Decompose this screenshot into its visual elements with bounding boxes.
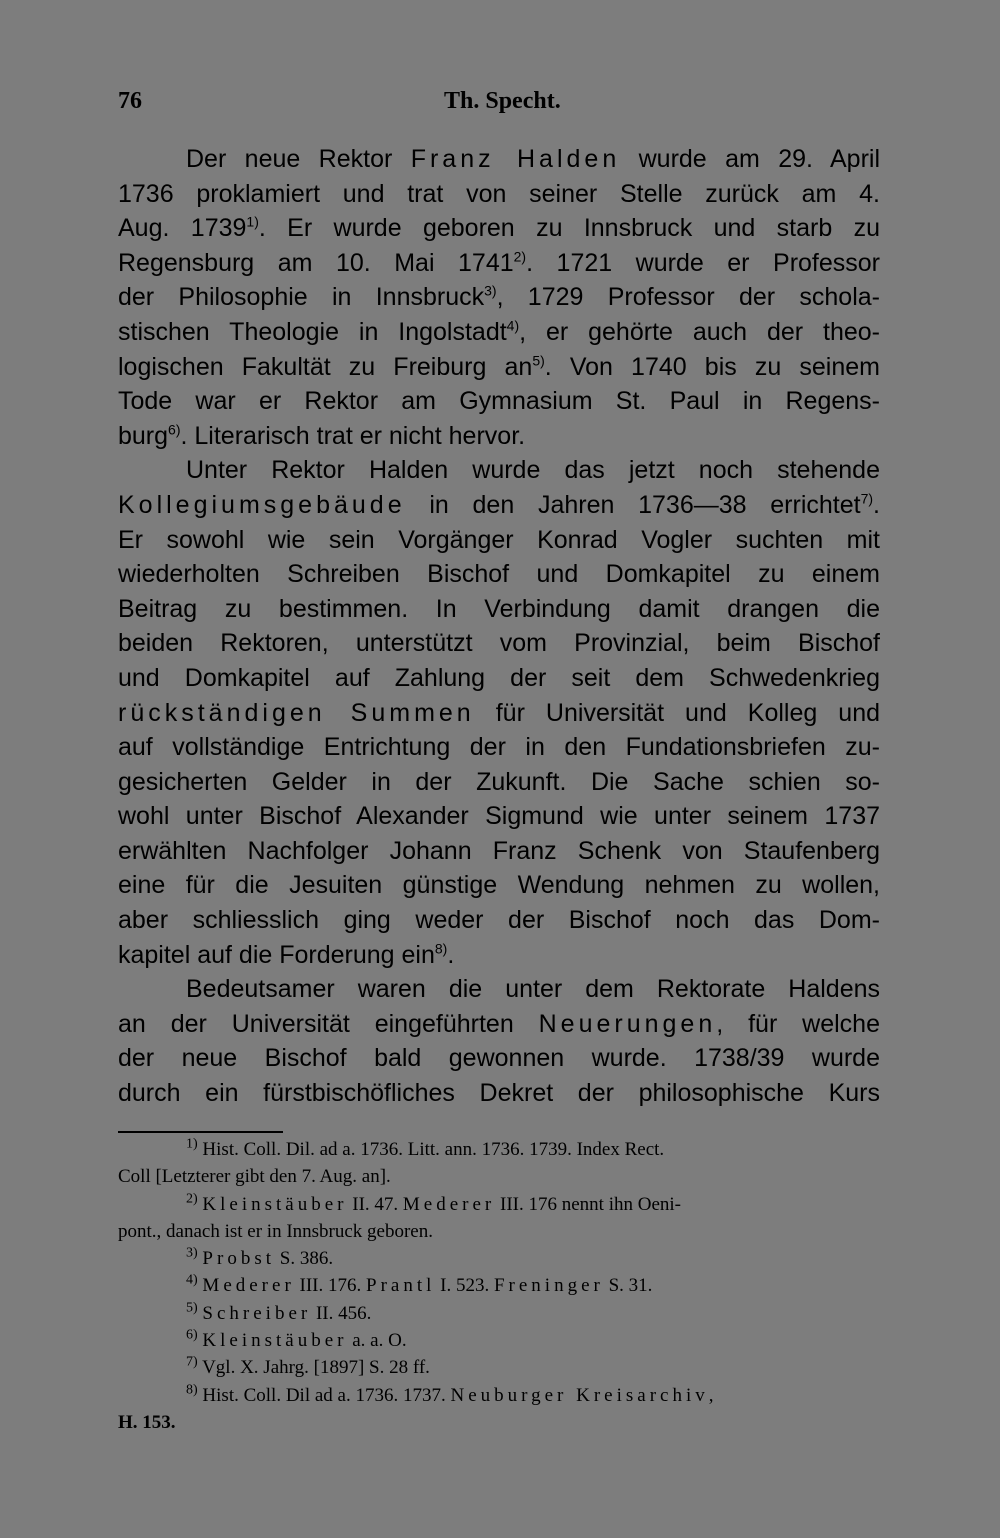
spaced-emphasis: Mederer	[402, 1193, 496, 1215]
text-run: stischen Theologie in Ingolstadt	[118, 317, 507, 346]
spaced-emphasis: Franz Halden	[410, 145, 621, 173]
spaced-emphasis: Prantl	[366, 1275, 436, 1297]
text-run: auf vollständige Entrichtung der in den Fundationsbriefen zu-	[118, 733, 880, 762]
footnote-line	[118, 1163, 880, 1190]
text-run: .	[873, 490, 880, 519]
text-run: , er gehörte auch der theo-	[519, 317, 880, 346]
body-line	[118, 557, 880, 592]
footnote-line	[118, 1327, 880, 1354]
footnotes	[118, 1136, 880, 1436]
footnote-marker: 2)	[186, 1191, 198, 1207]
text-run: 1736 proklamiert und trat von seiner Stelle zurück am 4.	[118, 179, 880, 208]
footnote-marker: 6)	[186, 1327, 198, 1343]
text-run: Der neue Rektor	[186, 145, 411, 173]
footnote-line	[118, 1382, 880, 1409]
text-run: a. a. O.	[347, 1330, 407, 1352]
body-line	[118, 1007, 880, 1042]
footnote-marker: 4)	[506, 317, 520, 334]
body-text	[118, 142, 880, 1111]
page-number: 76	[118, 88, 142, 114]
body-line	[118, 523, 880, 558]
text-run: III. 176.	[294, 1275, 367, 1297]
text-run: Er sowohl wie sein Vorgänger Konrad Vogler suchten mit	[118, 525, 880, 554]
spaced-emphasis: Kleinstäuber	[202, 1330, 348, 1352]
body-line	[118, 453, 880, 488]
body-line	[118, 280, 880, 315]
text-run: II. 47.	[347, 1193, 403, 1215]
text-run: burg	[118, 421, 169, 450]
text-run: Beitrag zu bestimmen. In Verbindung damit drangen die	[118, 594, 880, 623]
text-run: Aug. 1739	[118, 214, 247, 243]
text-run: eine für die Jesuiten günstige Wendung nehmen zu wollen,	[118, 871, 880, 900]
body-line	[118, 626, 880, 661]
text-run: für Universität und Kolleg und	[474, 698, 880, 727]
spaced-emphasis: rückständigen Summen	[118, 698, 475, 727]
text-run: Coll [Letzterer gibt den 7. Aug. an].	[118, 1166, 391, 1188]
footnote-marker: 3)	[484, 283, 497, 300]
text-run: gesicherten Gelder in der Zukunft. Die Sache schien so-	[118, 767, 880, 796]
page-header	[118, 84, 880, 120]
body-line	[118, 661, 880, 696]
spaced-emphasis: Freninger	[493, 1275, 604, 1297]
text-run: ,	[708, 1384, 714, 1406]
body-line	[118, 1076, 880, 1111]
body-line	[118, 972, 880, 1007]
text-run: und Domkapitel auf Zahlung der seit dem Schwedenkrieg	[118, 663, 880, 692]
footnote-line	[118, 1272, 880, 1299]
text-run: H. 153.	[118, 1411, 176, 1433]
spaced-emphasis: Kollegiumsgebäude	[118, 490, 406, 519]
body-line	[118, 799, 880, 834]
footnote-line	[118, 1136, 880, 1163]
footnote-marker: 8)	[434, 940, 448, 957]
text-run: . Von 1740 bis zu seinem	[544, 352, 880, 381]
text-run: der Philosophie in Innsbruck	[118, 283, 485, 312]
body-line	[118, 868, 880, 903]
text-run: S. 386.	[275, 1248, 334, 1270]
text-run: S. 31.	[603, 1275, 653, 1297]
text-run: Hist. Coll. Dil ad a. 1736. 1737.	[197, 1384, 451, 1406]
footnote-marker: 7)	[860, 490, 874, 507]
text-run: . Literarisch trat er nicht hervor.	[180, 421, 526, 450]
body-line	[118, 834, 880, 869]
footnote-line	[118, 1354, 880, 1381]
text-run: , für welche	[716, 1009, 880, 1038]
text-run: I. 523.	[435, 1275, 494, 1297]
text-run: erwählten Nachfolger Johann Franz Schenk von Staufenberg	[118, 836, 880, 865]
text-run: Bedeutsamer waren die unter dem Rektorate Haldens	[186, 975, 880, 1004]
body-line	[118, 142, 880, 177]
footnote-separator	[118, 1131, 283, 1133]
spaced-emphasis: Neuerungen	[538, 1009, 717, 1038]
body-line	[118, 903, 880, 938]
spaced-emphasis: Neuburger Kreisarchiv	[450, 1384, 709, 1406]
footnote-line	[118, 1300, 880, 1327]
body-line	[118, 211, 880, 246]
text-run: Hist. Coll. Dil. ad a. 1736. Litt. ann. 1736. 1739. Index Rect.	[197, 1139, 665, 1160]
running-head: Th. Specht.	[444, 88, 561, 114]
text-run: an der Universität eingeführten	[118, 1009, 539, 1038]
text-run: aber schliesslich ging weder der Bischof noch das Dom-	[118, 906, 880, 935]
spaced-emphasis: Probst	[202, 1248, 275, 1270]
text-run: kapitel auf die Forderung ein	[118, 940, 435, 969]
text-run: Vgl. X. Jahrg. [1897] S. 28 ff.	[197, 1357, 430, 1379]
footnote-line	[118, 1191, 880, 1218]
text-run: Tode war er Rektor am Gymnasium St. Paul in Regens-	[118, 387, 880, 416]
text-run: .	[447, 940, 455, 969]
spaced-emphasis: Kleinstäuber	[202, 1193, 348, 1215]
text-run: beiden Rektoren, unterstützt vom Provinzial, beim Bischof	[118, 629, 880, 658]
text-run: durch ein fürstbischöfliches Dekret der philosophische Kurs	[118, 1079, 880, 1108]
body-line	[118, 246, 880, 281]
footnote-marker: 8)	[186, 1382, 198, 1398]
body-line	[118, 730, 880, 765]
text-run: logischen Fakultät zu Freiburg an	[118, 352, 533, 381]
footnote-marker: 2)	[513, 248, 527, 265]
spaced-emphasis: Mederer	[202, 1275, 295, 1297]
text-run: Regensburg am 10. Mai 1741	[118, 248, 514, 277]
body-line	[118, 1041, 880, 1076]
footnote-line	[118, 1245, 880, 1272]
text-run: , 1729 Professor der schola-	[496, 283, 880, 312]
footnote-marker: 3)	[186, 1245, 198, 1261]
text-run: wurde am 29. April	[620, 145, 880, 173]
body-line	[118, 765, 880, 800]
footnote-line	[118, 1218, 880, 1245]
footnote-marker: 5)	[186, 1300, 198, 1316]
text-run: wiederholten Schreiben Bischof und Domkapitel zu einem	[118, 560, 880, 589]
text-run: . Er wurde geboren zu Innsbruck und starb zu	[258, 214, 880, 243]
footnote-marker: 6)	[168, 421, 181, 438]
body-line	[118, 488, 880, 523]
text-run: der neue Bischof bald gewonnen wurde. 1738/39 wurde	[118, 1044, 880, 1073]
body-line	[118, 350, 880, 385]
body-line	[118, 315, 880, 350]
body-line	[118, 419, 880, 454]
body-line	[118, 592, 880, 627]
text-run: II. 456.	[311, 1302, 372, 1324]
spaced-emphasis: Schreiber	[202, 1302, 312, 1324]
footnote-marker: 7)	[186, 1355, 198, 1371]
text-run: wohl unter Bischof Alexander Sigmund wie unter seinem 1737	[118, 802, 880, 831]
footnote-marker: 5)	[532, 352, 545, 369]
body-line	[118, 384, 880, 419]
footnote-line	[118, 1409, 880, 1436]
body-line	[118, 696, 880, 731]
text-run: . 1721 wurde er Professor	[526, 248, 880, 277]
footnote-marker: 4)	[186, 1273, 198, 1289]
footnote-marker: 1)	[186, 1136, 198, 1152]
text-run: in den Jahren 1736—38 errichtet	[405, 490, 861, 519]
footnote-marker: 1)	[246, 213, 259, 230]
body-line	[118, 938, 880, 973]
text-run: Unter Rektor Halden wurde das jetzt noch stehende	[186, 456, 880, 485]
body-line	[118, 177, 880, 212]
text-run: pont., danach ist er in Innsbruck geboren.	[118, 1220, 433, 1242]
text-run: III. 176 nennt ihn Oeni-	[495, 1193, 681, 1215]
